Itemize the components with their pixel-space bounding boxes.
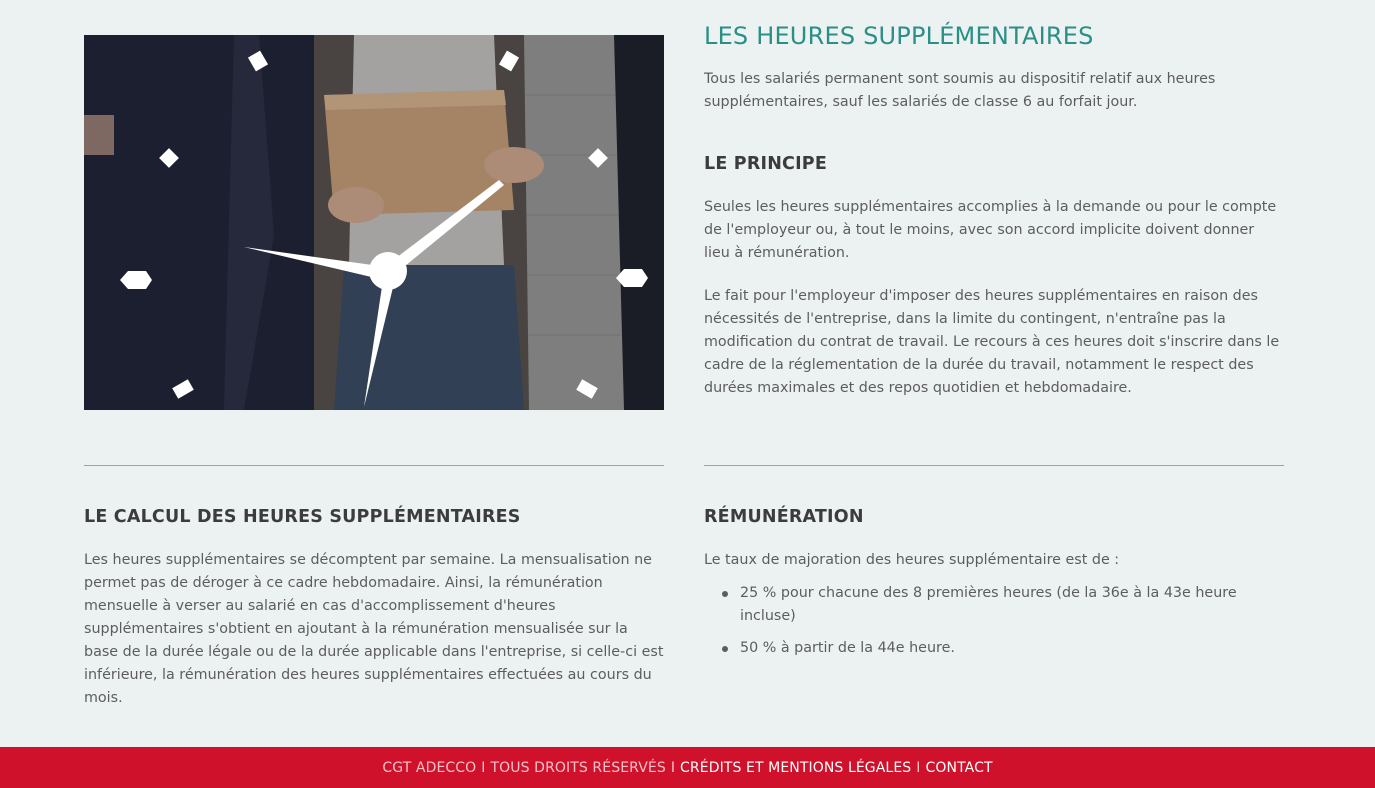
footer-brand: CGT ADECCO xyxy=(382,759,477,776)
divider-left xyxy=(84,465,664,466)
footer-separator: I xyxy=(481,759,486,776)
footer-separator: I xyxy=(670,759,676,776)
footer-separator: I xyxy=(916,759,921,776)
footer-credits-link[interactable]: CRÉDITS ET MENTIONS LÉGALES xyxy=(680,759,912,776)
principe-paragraph-2: Le fait pour l'employeur d'imposer des heures supplémentaires en raison des nécessités de l'entreprise, dans la limite du contingent, n'entraîne pas la modification du contrat de travail. Le recours à ces heures doit s'inscrire dans le cadre de la réglementation de la durée du travail, notamment le respect des durées maximales et des repos quotidien et hebdomadaire. xyxy=(704,288,1280,396)
clock-photo-illustration xyxy=(84,35,664,410)
remuneration-title: RÉMUNÉRATION xyxy=(704,507,864,527)
rates-list xyxy=(704,582,1284,660)
remuneration-intro: Le taux de majoration des heures supplémentaire est de : xyxy=(704,552,1120,568)
principe-paragraph-1: Seules les heures supplémentaires accomplies à la demande ou pour le compte de l'employeur ou, à tout le moins, avec son accord implicite doivent donner lieu à rémunération. xyxy=(704,199,1277,261)
list-item: 50 % à partir de la 44e heure. xyxy=(740,637,1284,660)
page-title: LES HEURES SUPPLÉMENTAIRES xyxy=(704,22,1094,50)
calcul-paragraph: Les heures supplémentaires se décomptent par semaine. La mensualisation ne permet pas de déroger à ce cadre hebdomadaire. Ainsi, la rémunération mensuelle à verser au salarié en cas d'accomplissement d'heures supplémentaires s'obtient en ajoutant à la rémunération mensualisée sur la base de la durée légale ou de la durée applicable dans l'entreprise, si celle-ci est inférieure, la rémunération des heures supplémentaires effectuées au cours du mois. xyxy=(84,552,664,706)
calcul-title: LE CALCUL DES HEURES SUPPLÉMENTAIRES xyxy=(84,507,521,527)
footer-contact-link[interactable]: CONTACT xyxy=(925,759,993,776)
intro-section xyxy=(704,22,1284,400)
divider-right xyxy=(704,465,1284,466)
footer xyxy=(0,747,1375,788)
principe-title: LE PRINCIPE xyxy=(704,154,827,174)
list-item: 25 % pour chacune des 8 premières heures (de la 36e à la 43e heure incluse) xyxy=(740,582,1284,628)
hero-image xyxy=(84,35,664,410)
remuneration-section xyxy=(704,507,1284,669)
intro-paragraph: Tous les salariés permanent sont soumis au dispositif relatif aux heures supplémentaires, sauf les salariés de classe 6 au forfait jour. xyxy=(704,71,1216,110)
calcul-section xyxy=(84,507,664,710)
footer-rights: TOUS DROITS RÉSERVÉS xyxy=(490,759,666,776)
